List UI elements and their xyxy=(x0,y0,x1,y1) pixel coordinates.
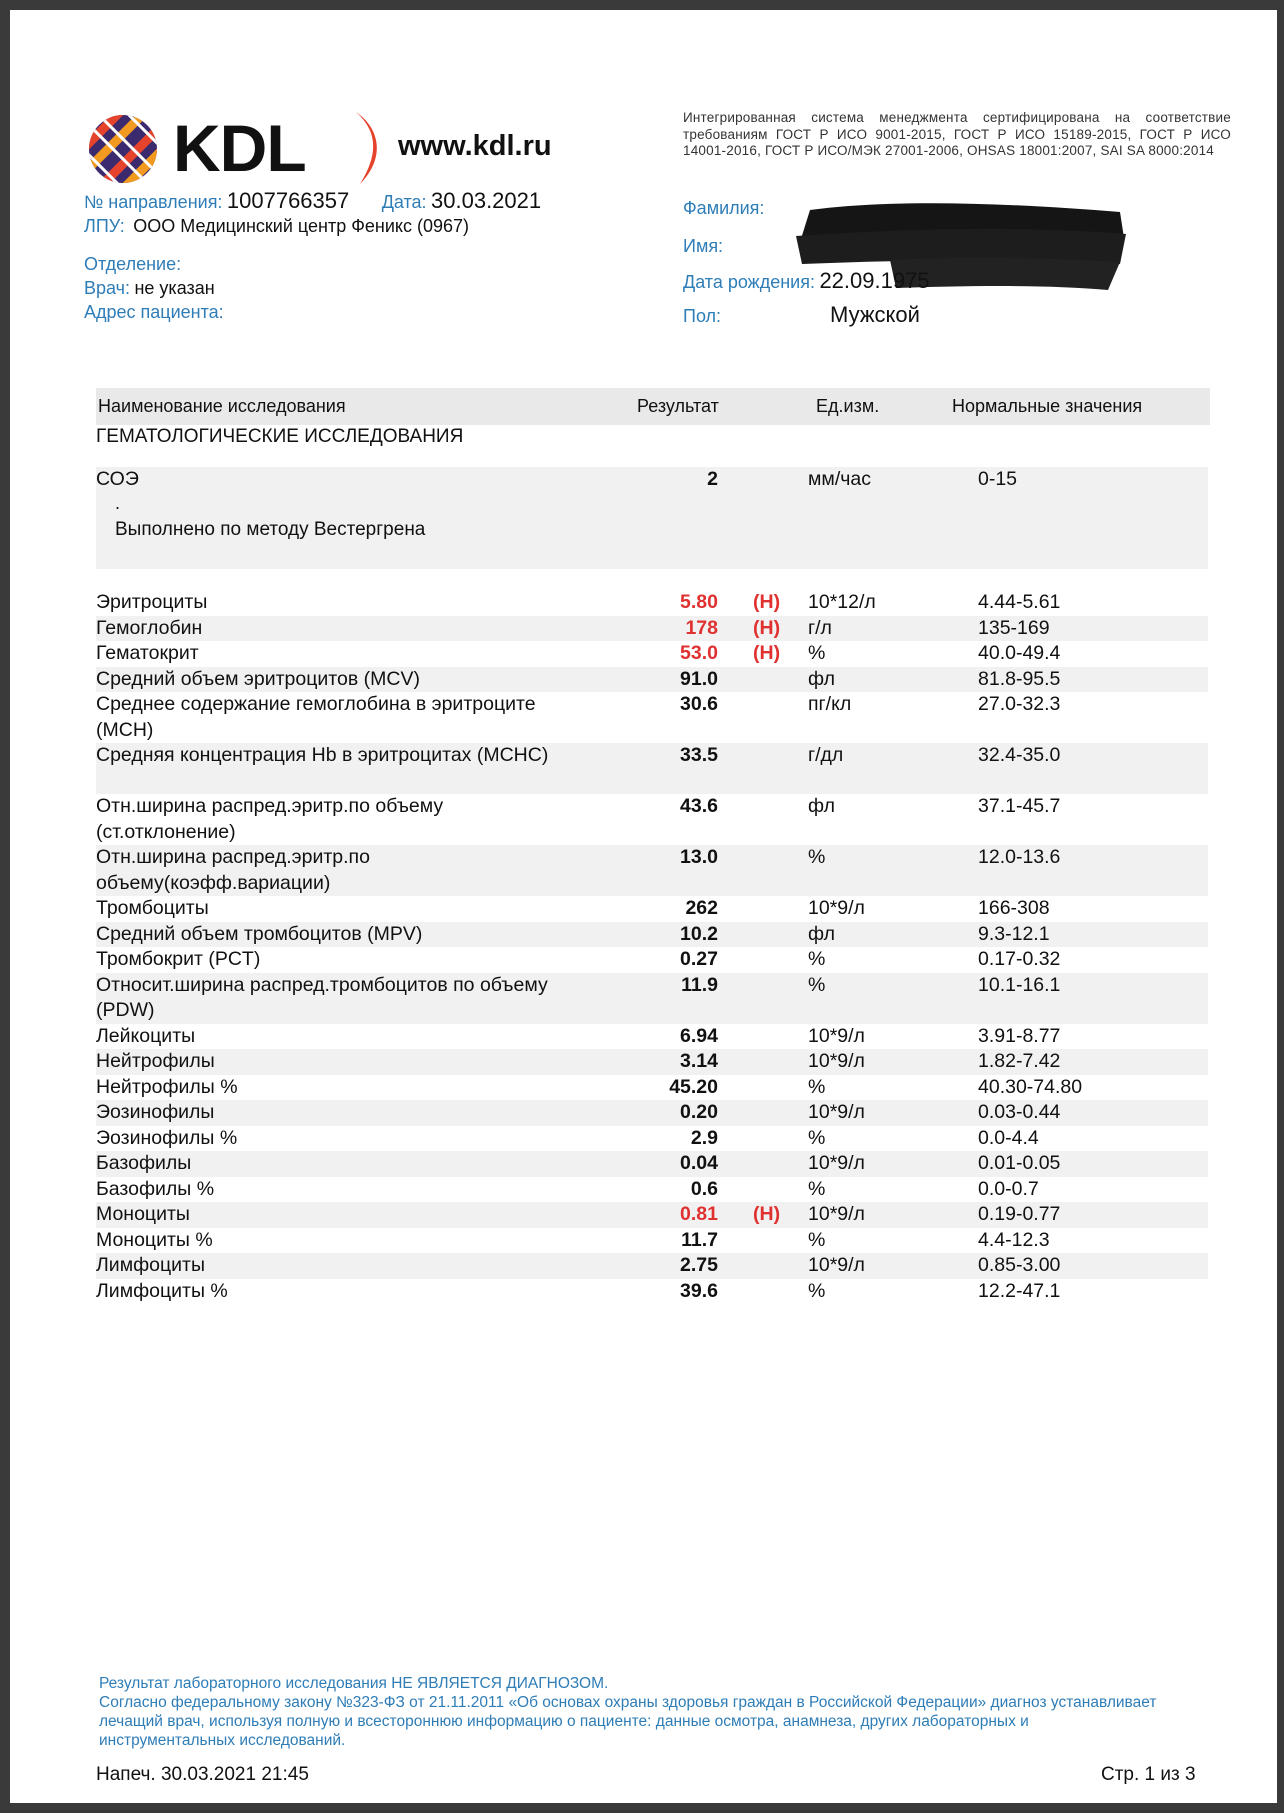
order-number-line xyxy=(84,188,541,214)
test-result: 6.94 xyxy=(680,1024,718,1047)
test-norm: 37.1-45.7 xyxy=(978,795,1061,817)
test-norm: 10.1-16.1 xyxy=(978,973,1061,996)
test-name: Средний объем эритроцитов (MCV) xyxy=(96,667,420,690)
page-number: Стр. 1 из 3 xyxy=(1101,1764,1196,1785)
test-unit: фл xyxy=(808,667,835,690)
results-table-header xyxy=(96,388,1210,425)
test-result: 2.75 xyxy=(680,1254,718,1276)
kdl-logo-mark-icon xyxy=(88,114,158,184)
test-name: Отн.ширина распред.эритр.по объему (ст.отклонение) xyxy=(96,795,444,843)
test-name: Нейтрофилы % xyxy=(96,1075,238,1098)
table-row xyxy=(96,1100,1208,1126)
test-unit: пг/кл xyxy=(808,693,852,715)
test-norm: 0.19-0.77 xyxy=(978,1203,1061,1225)
test-result: 0.6 xyxy=(690,1177,718,1200)
test-norm: 4.4-12.3 xyxy=(978,1228,1050,1251)
test-result: 0.20 xyxy=(680,1101,718,1123)
test-unit: % xyxy=(808,1177,826,1200)
test-name: Тромбоциты xyxy=(96,897,209,919)
test-norm: 0-15 xyxy=(978,468,1018,490)
test-unit: % xyxy=(808,973,826,996)
test-name: Лимфоциты % xyxy=(96,1279,228,1302)
test-name: СОЭ xyxy=(96,468,139,490)
test-unit: % xyxy=(808,1228,826,1251)
test-unit: фл xyxy=(808,922,835,945)
test-name: Нейтрофилы xyxy=(96,1050,215,1072)
test-unit: 10*9/л xyxy=(808,1203,865,1225)
test-result: 10.2 xyxy=(680,922,718,945)
test-name: Базофилы % xyxy=(96,1177,215,1200)
test-result: 13.0 xyxy=(680,846,718,868)
birth-line xyxy=(683,268,930,294)
certification-text: Интегрированная система менеджмента сертифицирована на соответствие требованиям ГОСТ Р ИСО 9001-2015, ГОСТ Р ИСО 15189-2015, ГОСТ Р ИСО 14001-2016, ГОСТ Р ИСО/МЭК 27001-2006, OHSAS 18001:2007, SAI SA 8000:2014 xyxy=(683,110,1231,158)
test-norm: 0.0-4.4 xyxy=(978,1126,1039,1149)
doctor-line xyxy=(84,278,215,299)
col-norm-header: Нормальные значения xyxy=(952,396,1143,416)
order-number: 1007766357 xyxy=(226,188,350,213)
test-norm: 3.91-8.77 xyxy=(978,1024,1061,1047)
disclaimer-line-1: Результат лабораторного исследования НЕ ЯВЛЯЕТСЯ ДИАГНОЗОМ. xyxy=(99,1675,609,1692)
test-norm: 0.0-0.7 xyxy=(978,1177,1039,1200)
test-result: 3.14 xyxy=(680,1050,718,1072)
test-result: 11.7 xyxy=(681,1228,718,1251)
test-unit: 10*9/л xyxy=(808,1101,865,1123)
test-unit: 10*9/л xyxy=(808,1050,865,1072)
table-row xyxy=(96,1228,1208,1254)
test-unit: % xyxy=(808,846,826,868)
soe-dot: . xyxy=(115,493,121,513)
test-name: Эозинофилы xyxy=(96,1101,215,1123)
test-unit: 10*9/л xyxy=(808,1152,865,1174)
test-norm: 0.85-3.00 xyxy=(978,1254,1061,1276)
table-row xyxy=(96,1075,1208,1101)
test-result: 45.20 xyxy=(669,1075,718,1098)
disclaimer-line-2: Согласно федеральному закону №323-ФЗ от 21.11.2011 «Об основах охраны здоровья граждан в Российской Федерации» диагноз устанавливает лечащий врач, используя полную и всестороннюю информацию о пациенте: данные осмотра, анамнеза, других лабораторных и инструментальных исследований. xyxy=(99,1694,1157,1749)
test-result: 178 xyxy=(685,616,718,639)
test-result: 53.0 xyxy=(680,642,718,664)
birth-value: 22.09.1975 xyxy=(819,268,930,293)
table-row xyxy=(96,947,1208,973)
test-unit: % xyxy=(808,642,826,664)
test-norm: 166-308 xyxy=(978,897,1050,919)
doctor-value: не указан xyxy=(134,278,215,298)
sex-value: Мужской xyxy=(830,302,920,327)
table-row xyxy=(96,1202,1208,1228)
test-flag: (H) xyxy=(753,642,781,664)
test-unit: г/дл xyxy=(808,744,844,766)
logo-wordmark: KDL xyxy=(173,111,306,185)
test-norm: 12.2-47.1 xyxy=(978,1279,1061,1302)
disclaimer xyxy=(99,1674,1159,1750)
test-result: 0.04 xyxy=(680,1152,718,1174)
lpu-line xyxy=(84,216,469,237)
test-norm: 32.4-35.0 xyxy=(978,744,1061,766)
test-name: Лимфоциты xyxy=(96,1254,205,1276)
lpu-label: ЛПУ: xyxy=(84,216,125,236)
test-result: 39.6 xyxy=(680,1279,718,1302)
test-unit: г/л xyxy=(808,616,832,639)
table-row xyxy=(96,1279,1208,1305)
date-label: Дата: xyxy=(381,192,427,212)
test-norm: 0.03-0.44 xyxy=(978,1101,1061,1123)
table-row xyxy=(96,922,1208,948)
table-row xyxy=(96,743,1208,794)
test-result: 5.80 xyxy=(680,591,718,613)
table-row xyxy=(96,616,1208,642)
table-row xyxy=(96,667,1208,693)
table-row xyxy=(96,896,1208,922)
test-norm: 40.0-49.4 xyxy=(978,642,1061,664)
test-norm: 9.3-12.1 xyxy=(978,922,1050,945)
test-name: Гемоглобин xyxy=(96,616,203,639)
test-norm: 27.0-32.3 xyxy=(978,693,1061,715)
address-line xyxy=(84,302,224,323)
test-norm: 81.8-95.5 xyxy=(978,667,1061,690)
test-flag: (H) xyxy=(753,1203,781,1225)
test-result: 43.6 xyxy=(680,795,718,817)
soe-method: Выполнено по методу Вестергрена xyxy=(115,519,426,540)
test-norm: 12.0-13.6 xyxy=(978,846,1061,868)
test-unit: % xyxy=(808,1279,826,1302)
table-row xyxy=(96,973,1208,1024)
table-row xyxy=(96,1049,1208,1075)
test-name: Относит.ширина распред.тромбоцитов по объему (PDW) xyxy=(96,973,548,1021)
table-row xyxy=(96,692,1208,743)
test-name: Средняя концентрация Hb в эритроцитах (MCHC) xyxy=(96,744,549,766)
test-result: 262 xyxy=(685,897,718,919)
test-norm: 40.30-74.80 xyxy=(978,1075,1083,1098)
test-name: Эозинофилы % xyxy=(96,1126,238,1149)
test-unit: 10*9/л xyxy=(808,1024,865,1047)
test-norm: 0.01-0.05 xyxy=(978,1152,1061,1174)
table-row xyxy=(96,590,1208,616)
test-unit: % xyxy=(808,1075,826,1098)
test-unit: 10*9/л xyxy=(808,897,865,919)
test-name: Моноциты % xyxy=(96,1228,213,1251)
table-row xyxy=(96,1177,1208,1203)
website-link[interactable]: www.kdl.ru xyxy=(398,130,552,162)
test-name: Лейкоциты xyxy=(96,1024,196,1047)
department-label: Отделение: xyxy=(84,254,182,274)
doctor-label: Врач: xyxy=(84,278,131,298)
test-unit: мм/час xyxy=(808,468,871,490)
test-result: 0.27 xyxy=(680,948,718,970)
test-unit: % xyxy=(808,948,826,970)
test-name: Эритроциты xyxy=(96,591,208,613)
table-row xyxy=(96,1024,1208,1050)
surname-label: Фамилия: xyxy=(683,198,765,218)
sex-label: Пол: xyxy=(683,306,722,326)
printed-timestamp: Напеч. 30.03.2021 21:45 xyxy=(96,1764,309,1785)
test-name: Базофилы xyxy=(96,1152,192,1174)
col-unit-header: Ед.изм. xyxy=(816,396,880,416)
test-unit: 10*12/л xyxy=(808,591,876,613)
first-name-label: Имя: xyxy=(683,236,724,256)
test-result: 2.9 xyxy=(690,1126,718,1149)
kdl-logo xyxy=(88,108,608,190)
test-result: 30.6 xyxy=(680,693,718,715)
test-name: Моноциты xyxy=(96,1203,190,1225)
table-row xyxy=(96,1126,1208,1152)
test-name: Среднее содержание гемоглобина в эритроците (MCH) xyxy=(96,693,536,741)
birth-label: Дата рождения: xyxy=(683,272,815,292)
table-row xyxy=(96,794,1208,845)
test-norm: 1.82-7.42 xyxy=(978,1050,1061,1072)
col-name-header: Наименование исследования xyxy=(98,396,346,416)
test-unit: 10*9/л xyxy=(808,1254,865,1276)
order-date: 30.03.2021 xyxy=(431,188,542,213)
test-name: Средний объем тромбоцитов (MPV) xyxy=(96,922,423,945)
test-flag: (H) xyxy=(753,616,781,639)
test-norm: 135-169 xyxy=(978,616,1050,639)
test-flag: (H) xyxy=(753,591,781,613)
section-title: ГЕМАТОЛОГИЧЕСКИЕ ИССЛЕДОВАНИЯ xyxy=(96,426,464,447)
test-unit: % xyxy=(808,1126,826,1149)
test-result: 91.0 xyxy=(680,667,718,690)
test-result: 2 xyxy=(707,468,718,490)
test-name: Тромбокрит (PCT) xyxy=(96,948,261,970)
test-name: Отн.ширина распред.эритр.по объему(коэфф.вариации) xyxy=(96,846,370,894)
table-row xyxy=(96,1151,1208,1177)
address-label: Адрес пациента: xyxy=(84,302,224,322)
table-row xyxy=(96,641,1208,667)
test-result: 11.9 xyxy=(681,973,718,996)
report-page xyxy=(10,10,1277,1803)
test-result: 0.81 xyxy=(680,1203,718,1225)
test-unit: фл xyxy=(808,795,835,817)
col-result-header: Результат xyxy=(637,396,719,416)
logo-swoosh-icon xyxy=(350,108,390,188)
test-name: Гематокрит xyxy=(96,642,199,664)
test-norm: 4.44-5.61 xyxy=(978,591,1061,613)
lpu-value: ООО Медицинский центр Феникс (0967) xyxy=(133,216,470,236)
test-result: 33.5 xyxy=(680,744,718,766)
soe-result-block xyxy=(96,467,1208,569)
test-norm: 0.17-0.32 xyxy=(978,948,1061,970)
order-number-label: № направления: xyxy=(84,192,223,212)
table-row xyxy=(96,1253,1208,1279)
department-line xyxy=(84,254,181,275)
table-row xyxy=(96,845,1208,896)
